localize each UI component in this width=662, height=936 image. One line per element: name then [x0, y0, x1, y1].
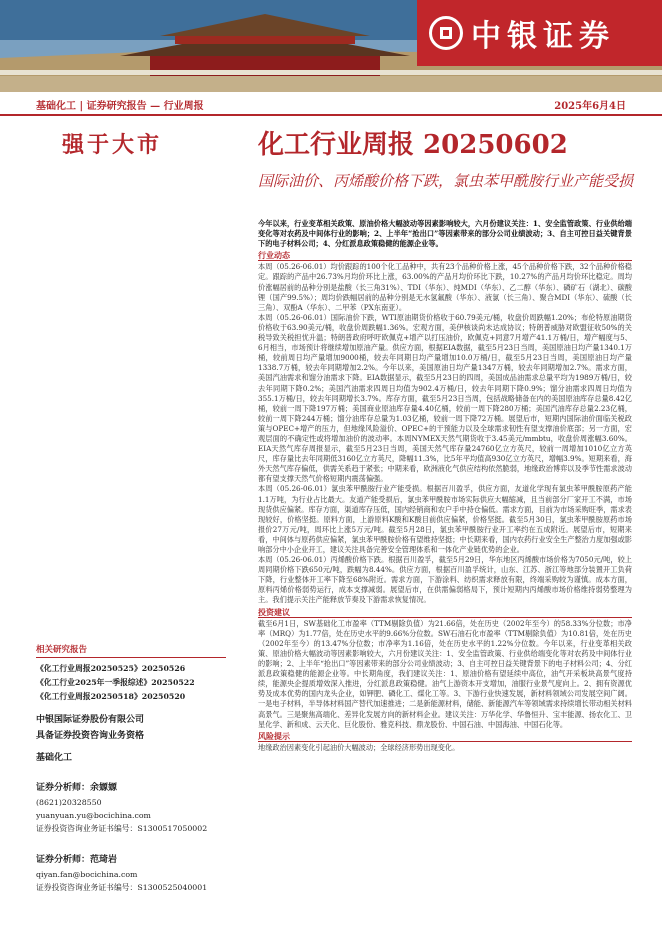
analyst-block: [36, 780, 207, 835]
analyst-name: 证券分析师：范琦岩: [36, 855, 118, 865]
report-subtitle: 国际油价、丙烯酸价格下跌，氯虫苯甲酰胺行业产能受损: [258, 172, 634, 190]
section-heading: 投资建议: [258, 607, 632, 618]
report-title: 化工行业周报 20250602: [258, 130, 568, 160]
related-report-link[interactable]: 《化工行业周报20250525》20250526: [36, 664, 186, 673]
industry-name: 基础化工: [36, 753, 73, 763]
analyst-cert: 证券投资咨询业务证书编号：S1300525040001: [36, 883, 208, 892]
report-date: 2025年6月4日: [554, 101, 626, 112]
related-reports: [36, 643, 226, 704]
body-paragraph: 本周（05.26-06.01）丙烯酸价格下跌。根据百川盈孚，截至5月29日，华东地区丙烯酸市场价格为7050元/吨，较上周同期价格下跌650元/吨，跌幅为8.44%。供应方面，根据百川盈孚统计，山东、江苏、浙江等地部分装置开工负荷下降，行业整体开工率下降至68%附近。需求方面，下游涂料、纺织需求释放有限，终端采购较为谨慎。成本方面，原料丙烯价格弱势运行，成本支撑减弱。展望后市，在供需偏弱格局下，预计短期内丙烯酸市场价格维持弱势整理为主。我们提示关注产能释放节奏及下游需求恢复情况。: [258, 555, 632, 605]
related-heading: 相关研究报告: [36, 643, 226, 658]
company-qualification: 具备证券投资咨询业务资格: [36, 731, 145, 741]
analyst-cert: 证券投资咨询业务证书编号：S1300517050002: [36, 824, 208, 833]
related-report-link[interactable]: 《化工行业2025年一季报综述》20250522: [36, 678, 195, 687]
logo-coin-icon: [429, 16, 463, 50]
section-heading: 风险提示: [258, 731, 632, 742]
analyst-email[interactable]: qiyan.fan@bocichina.com: [36, 870, 138, 879]
analyst-email[interactable]: yuanyuan.yu@bocichina.com: [36, 811, 151, 820]
logo-text: 中银证券: [471, 19, 615, 54]
industry-rating: 强于大市: [62, 132, 163, 158]
company-name: 中银国际证券股份有限公司: [36, 715, 145, 725]
body-paragraph: 本周（05.26-06.01）氯虫苯甲酰胺行业产能受损。根据百川盈孚，供应方面，友道化学现有氯虫苯甲酰胺原药产能1.1万吨，为行业占比最大。友道产能受损后，氯虫苯甲酰胺市场实际供应大幅缩减，且当前部分厂家开工不满，市场现货供应偏紧。库存方面，渠道库存压低，国内经销商和农户手中持仓偏低。需求方面，目前为市场采购旺季，需求表现较好，价格坚挺。原料方面，上游原料K酸和K酸目前供应偏紧，价格坚挺。截至5月30日，氯虫苯甲酰胺原药市场报价27万元/吨，周环比上涨5万元/吨。截至5月28日，氯虫苯甲酰胺行业开工率约在五成附近。展望后市，短期来看，中间体与原药供应偏紧，氯虫苯甲酰胺价格有望维持坚挺；中长期来看，国内农药行业安全生产整治力度加强或影响部分中小企业开工，建议关注具备完善安全管理体系和一体化产业链优势的企业。: [258, 484, 632, 554]
header-banner: [0, 0, 662, 92]
body-paragraph: 截至6月1日，SW基础化工市盈率（TTM剔除负值）为21.66倍，处在历史（2002年至今）的58.33%分位数；市净率（MRQ）为1.77倍，处在历史水平的9.66%分位数。SW石油石化市盈率（TTM剔除负值）为10.81倍，处在历史（2002年至今）的13.47%分位数；市净率为1.16倍，处在历史水平的1.22%分位数。今年以来，行业变革相关政策、原油价格大幅波动等因素影响较大，六月份建议关注：1、安全监管政策、行业供给端变化等对农药及中间体行业的影响；2、上半年“抢出口”等因素带来的部分公司业绩波动；3、自主可控日益关键背景下的电子材料公司；4、分红派息政策稳健的能源企业等。中长期角度，我们建议关注：1、原油价格有望延续中高位，油气开采板块高景气度持续，能源央企提质增效深入推进，分红派息政策稳健。油气上游资本开支增加，油服行业景气度向上。2、拥有资源优势及成本优势的国内龙头企业，如钾肥、磷化工、煤化工等。3、下游行业快速发展，新材料领域公司发展空间广阔。一是电子材料，半导体材料国产替代加速推进；二是新能源材料，储能、新能源汽车等领域需求持续增长带动相关材料高景气。三是聚焦高端化、差异化发展方向的新材料企业。建议关注：万华化学、华鲁恒升、宝丰能源、扬农化工、卫星化学、新和成、云天化、巨化股份、雅克科技、鼎龙股份、中国石油、中国海油、中国石化等。: [258, 618, 632, 729]
analyst-phone: (8621)20328550: [36, 798, 102, 807]
body-paragraph: 地缘政治因素变化引起油价大幅波动；全球经济形势出现变化。: [258, 742, 460, 752]
body-paragraph: 本周（05.26-06.01）国际油价下跌，WTI原油期货价格收于60.79美元/桶，收盘价周跌幅1.20%；布伦特原油期货价格收于63.90美元/桶，收盘价周跌幅1.36%。宏观方面，美伊核谈尚未达成协议；特朗普威胁对欧盟征收50%的关税导致关税担忧升温；特朗普政府呼吁欧佩克+增产以打压油价，欧佩克+同意7月增产41.1万桶/日，增产幅度与5、6月相当，市场预计将继续增加原油产量。供应方面，根据EIA数据，截至5月23日当周，美国原油日均产量1340.1万桶，较前周日均产量增加9000桶，较去年同期日均产量增加10.0万桶/日，截至5月23日当周，美国原油日均产量1338.7万桶，较去年同期增加2.2%。今年以来，美国原油日均产量1347万桶，较去年同期增加2.7%。需求方面，美国汽油需求和馏分油需求下降。EIA数据显示，截至5月23日的四周，美国成品油需求总量平均为1989万桶/日，较去年同期下降0.2%；美国汽油需求四周日均值为902.4万桶/日，较去年同期下降0.9%；馏分油需求四周日均值为355.1万桶/日，较去年同期增长3.7%。库存方面，截至5月23日当周，包括战略储备在内的美国原油库存总量8.42亿桶，较前一周下降197万桶；美国商业原油库存量4.40亿桶，较前一周下降280万桶；美国汽油库存总量2.23亿桶，较前一周下降244万桶；馏分油库存总量为1.03亿桶，较前一周下降72万桶。展望后市，短期内国际油价面临关税政策与OPEC+增产的压力，但地缘风险溢价、OPEC+的干预能力以及全球需求韧性有望支撑油价底部；另一方面，宏观层面的不确定性或将增加油价的波动率。本周NYMEX天然气期货收于3.45美元/mmbtu，收盘价周涨幅3.60%。EIA天然气库存周报显示，截至5月23日当周，美国天然气库存量24760亿立方英尺，较前一周增加1010亿立方英尺，库存量比去年同期低3160亿立方英尺，降幅11.3%，比5年平均值高930亿立方英尺，增幅3.9%。短期来看，海外天然气库存偏低，供需关系趋于紧张；中期来看，欧洲液化气供应结构依然脆弱，地缘政治博弈以及季节性需求波动都有望支撑天然气价格短期内震荡偏强。: [258, 312, 632, 484]
report-category-bar: [0, 92, 662, 116]
report-body: [258, 219, 632, 753]
report-category: 基础化工 | 证券研究报告 — 行业周报: [36, 101, 204, 112]
section-heading: 行业动态: [258, 250, 632, 261]
intro-paragraph: 今年以来，行业变革相关政策、原油价格大幅波动等因素影响较大，六月份建议关注：1、安全监管政策、行业供给端变化等对农药及中间体行业的影响；2、上半年“抢出口”等因素带来的部分公司业绩波动；3、自主可控日益关键背景下的电子材料公司；4、分红派息政策稳健的能源企业等。: [258, 219, 632, 249]
analyst-block: [36, 852, 207, 894]
analyst-name: 证券分析师：余嫄嫄: [36, 783, 118, 793]
related-report-link[interactable]: 《化工行业周报20250518》20250520: [36, 692, 186, 701]
company-info: [36, 712, 144, 766]
body-paragraph: 本周（05.26-06.01）均价跟踪的100个化工品种中，共有23个品种价格上涨，45个品种价格下跌，32个品种价格稳定。跟踪的产品中26.73%月均价环比上涨，63.00%的产品月均价环比下跌，10.27%的产品月均价环比稳定。周均价涨幅居前的品种分别是盐酸（长三角31%）、TDI（华东）、纯MDI（华东）、乙二醇（华东）、磷矿石（湖北）、碳酸锂（国产99.5%）；周均价跌幅居前的品种分别是无水氢氟酸（华东）、液氯（长三角）、聚合MDI（华东）、硫酸（长三角）、双酚A（华东）、二甲苯（PX东南亚）。: [258, 262, 632, 312]
brand-logo: [417, 0, 662, 66]
